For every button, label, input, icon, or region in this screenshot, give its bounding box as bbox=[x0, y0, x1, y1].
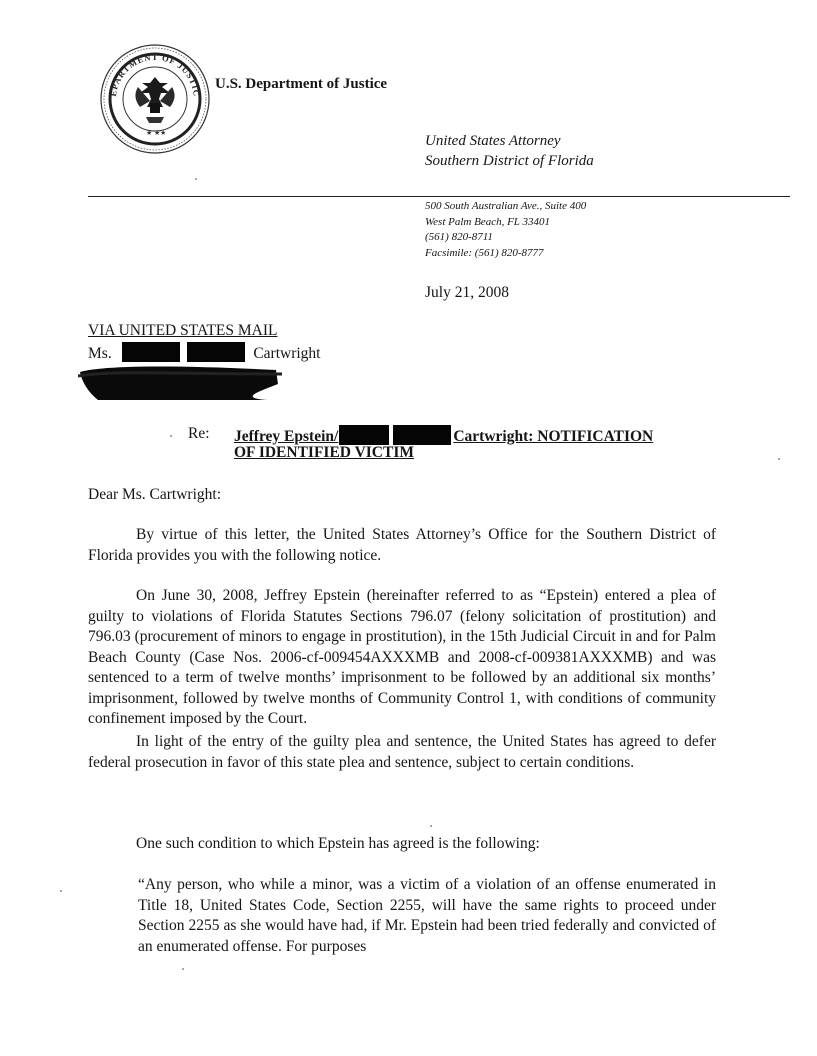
paragraph-text: By virtue of this letter, the United States Attorney’s Office for the Southern District of Florida provides you with the following notice. bbox=[88, 526, 716, 564]
salutation: Dear Ms. Cartwright: bbox=[88, 486, 222, 503]
office-title: United States Attorney bbox=[425, 133, 561, 149]
subject-label: Re: bbox=[188, 425, 210, 442]
block-quote: “Any person, who while a minor, was a victim of a violation of an offense enumerated in Title 18, United States Code, Section 2255, will have the same rights to proceed under Section 2255 as she would have had, if Mr. Epstein had been tried federally and convicted of an enumerated offense. For purposes bbox=[138, 876, 716, 955]
office-district: Southern District of Florida bbox=[425, 153, 594, 169]
redaction-block bbox=[187, 342, 245, 362]
letter-date: July 21, 2008 bbox=[425, 284, 509, 301]
doj-seal bbox=[98, 43, 212, 155]
scan-speck bbox=[60, 890, 62, 892]
seal-graphic bbox=[98, 43, 212, 155]
redaction-block bbox=[122, 342, 180, 362]
svg-text:★ ★: ★ ★ bbox=[146, 129, 161, 137]
seal-text: EPARTMENT OF JUSTIC bbox=[108, 51, 203, 98]
address-street: 500 South Australian Ave., Suite 400 bbox=[425, 200, 587, 212]
agency-name: U.S. Department of Justice bbox=[215, 76, 388, 92]
redaction-block bbox=[393, 425, 451, 445]
scan-speck bbox=[170, 435, 172, 437]
addressee-line bbox=[88, 342, 320, 363]
subject-line-1 bbox=[234, 425, 653, 446]
scan-speck bbox=[195, 178, 197, 180]
address-city: West Palm Beach, FL 33401 bbox=[425, 215, 550, 228]
paragraph-text: One such condition to which Epstein has agreed is the following: bbox=[136, 835, 540, 852]
paragraph-text: In light of the entry of the guilty plea and sentence, the United States has agreed to defer federal prosecution in favor of this state plea and sentence, subject to certain conditions. bbox=[88, 733, 716, 771]
office-address bbox=[425, 199, 586, 261]
subject-notification: Cartwright: NOTIFICATION bbox=[453, 428, 654, 445]
subject-line-2: OF IDENTIFIED VICTIM bbox=[234, 444, 414, 461]
body-paragraph bbox=[88, 834, 716, 855]
redaction-block bbox=[339, 425, 389, 445]
body-paragraph bbox=[88, 732, 716, 773]
body-paragraph bbox=[88, 586, 716, 730]
addressee-surname: Cartwright bbox=[253, 345, 321, 362]
letterhead-rule bbox=[88, 196, 790, 197]
scan-speck bbox=[182, 968, 184, 970]
subject-name: Jeffrey Epstein/ bbox=[234, 428, 339, 445]
scan-speck bbox=[778, 458, 780, 460]
svg-text:★: ★ bbox=[160, 129, 167, 137]
delivery-method: VIA UNITED STATES MAIL bbox=[88, 322, 278, 339]
office-block bbox=[425, 131, 594, 171]
addressee-prefix: Ms. bbox=[88, 345, 112, 362]
paragraph-text: On June 30, 2008, Jeffrey Epstein (hereinafter referred to as “Epstein) entered a plea of guilty to violations of Florida Statutes Sections 796.07 (felony solicitation of prostitution) and 796.03 (procurement of minors to engage in prostitution), in the 15th Judicial Circuit in and for Palm Beach County (Case Nos. 2006-cf-009454AXXXMB and 2008-cf-009381AXXXMB) and was sentenced to a term of twelve months’ imprisonment to be followed by an additional six months’ imprisonment, followed by twelve months of Community Control 1, with conditions of community confinement imposed by the Court. bbox=[88, 587, 716, 727]
phone-number: (561) 820-8711 bbox=[425, 231, 493, 243]
body-paragraph bbox=[88, 525, 716, 566]
scan-speck bbox=[430, 825, 432, 827]
redaction-scribble bbox=[78, 362, 282, 402]
fax-number: Facsimile: (561) 820-8777 bbox=[425, 246, 544, 259]
